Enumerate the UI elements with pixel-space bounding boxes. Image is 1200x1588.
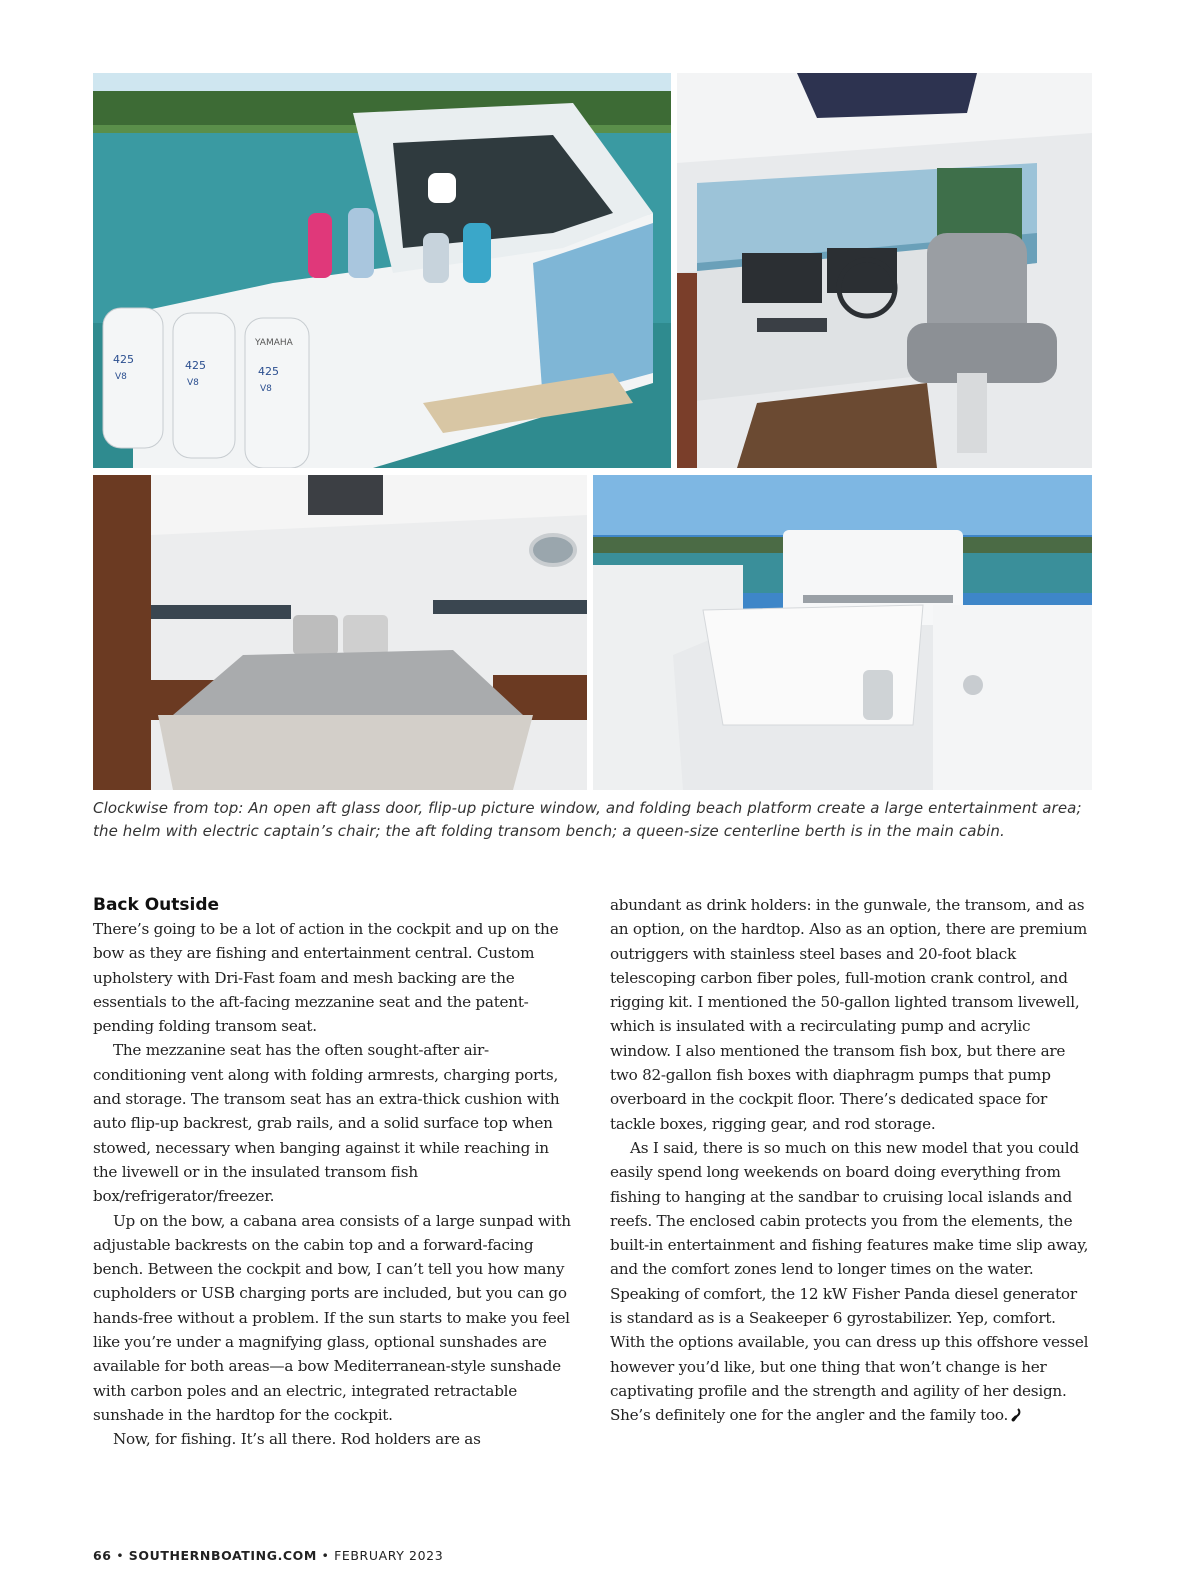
page-number: 66 xyxy=(93,1548,112,1563)
article-column-right xyxy=(610,893,1093,1428)
photo-helm xyxy=(677,73,1092,468)
photo-boat-stern xyxy=(93,73,671,468)
paragraph: Up on the bow, a cabana area consists of a large sunpad with adjustable backrests on the cabin top and a forward-facing bench. Between the cockpit and bow, I can’t tell you how many cupholders or USB charging ports are included, but you can go hands-free without a problem. If the sun starts to make you feel like you’re under a magnifying glass, optional sunshades are available for both areas—a bow Mediterranean-style sunshade with carbon poles and an electric, integrated retractable sunshade in the hardtop for the cockpit. xyxy=(93,1211,571,1424)
outboard-brand: YAMAHA xyxy=(255,338,293,348)
paragraph: There’s going to be a lot of action in the cockpit and up on the bow as they are fishing and entertainment central. Custom upholstery with Dri-Fast foam and mesh backing are the essentials to the aft-facing mezzanine seat and the patent-pending folding transom seat. xyxy=(93,920,559,1036)
outboard-badge-1: 425 xyxy=(113,353,134,366)
paragraph-final-text: As I said, there is so much on this new model that you could easily spend long weekends on board doing everything from fishing to hanging at the sandbar to cruising local islands and reefs. The enclosed cabin protects you from the elements, the built-in entertainment and fishing features make time slip away, and the comfort zones lend to longer times on the water. Speaking of comfort, the 12 kW Fisher Panda diesel generator is standard as is a Seakeeper 6 gyrostabilizer. Yep, comfort. With the options available, you can dress up this offshore vessel however you’d like, but one thing that won’t change is her captivating profile and the strength and agility of her design. She’s definitely one for the angler and the family too. xyxy=(610,1138,1089,1425)
footer-separator-2: • xyxy=(321,1548,330,1563)
page-footer xyxy=(93,1548,443,1563)
photo-caption: Clockwise from top: An open aft glass door, flip-up picture window, and folding beach platform create a large entertainment area; the helm with electric captain’s chair; the aft folding transom bench; a queen-size centerline berth is in the main cabin. xyxy=(93,799,1082,840)
paragraph: The mezzanine seat has the often sought-after air-conditioning vent along with folding armrests, charging ports, and storage. The transom seat has an extra-thick cushion with auto flip-up backrest, grab rails, and a solid surface top when stowed, necessary when banging against it while reaching in the livewell or in the insulated transom fish box/refrigerator/freezer. xyxy=(93,1041,560,1206)
section-heading: Back Outside xyxy=(93,895,220,915)
outboard-engine-2: V8 xyxy=(187,378,199,388)
photo-transom-bench xyxy=(593,475,1092,790)
issue-date: FEBRUARY 2023 xyxy=(334,1548,444,1563)
outboard-engines xyxy=(103,308,309,468)
article-column-left xyxy=(93,893,576,1452)
outboard-engine-1: V8 xyxy=(115,372,127,382)
paragraph: abundant as drink holders: in the gunwale, the transom, and as an option, on the hardtop. Also as an option, there are premium outriggers with stainless steel bases and 20-foot black telescoping carbon fiber poles, full-motion crank control, and rigging kit. I mentioned the 50-gallon lighted transom livewell, which is insulated with a recirculating pump and acrylic window. I also mentioned the transom fish box, but there are two 82-gallon fish boxes with diaphragm pumps that pump overboard in the cockpit floor. There’s dedicated space for tackle boxes, rigging gear, and rod storage. xyxy=(610,896,1088,1133)
paragraph-final xyxy=(610,1136,1093,1428)
photo-cabin-berth xyxy=(93,475,587,790)
outboard-badge-3: 425 xyxy=(258,365,279,378)
paragraph: Now, for fishing. It’s all there. Rod holders are as xyxy=(113,1430,481,1449)
site-name: SOUTHERNBOATING.COM xyxy=(128,1548,317,1563)
outboard-badge-2: 425 xyxy=(185,359,206,372)
footer-separator-1: • xyxy=(116,1548,125,1563)
end-of-article-icon xyxy=(1011,1408,1023,1422)
outboard-engine-3: V8 xyxy=(260,384,272,394)
